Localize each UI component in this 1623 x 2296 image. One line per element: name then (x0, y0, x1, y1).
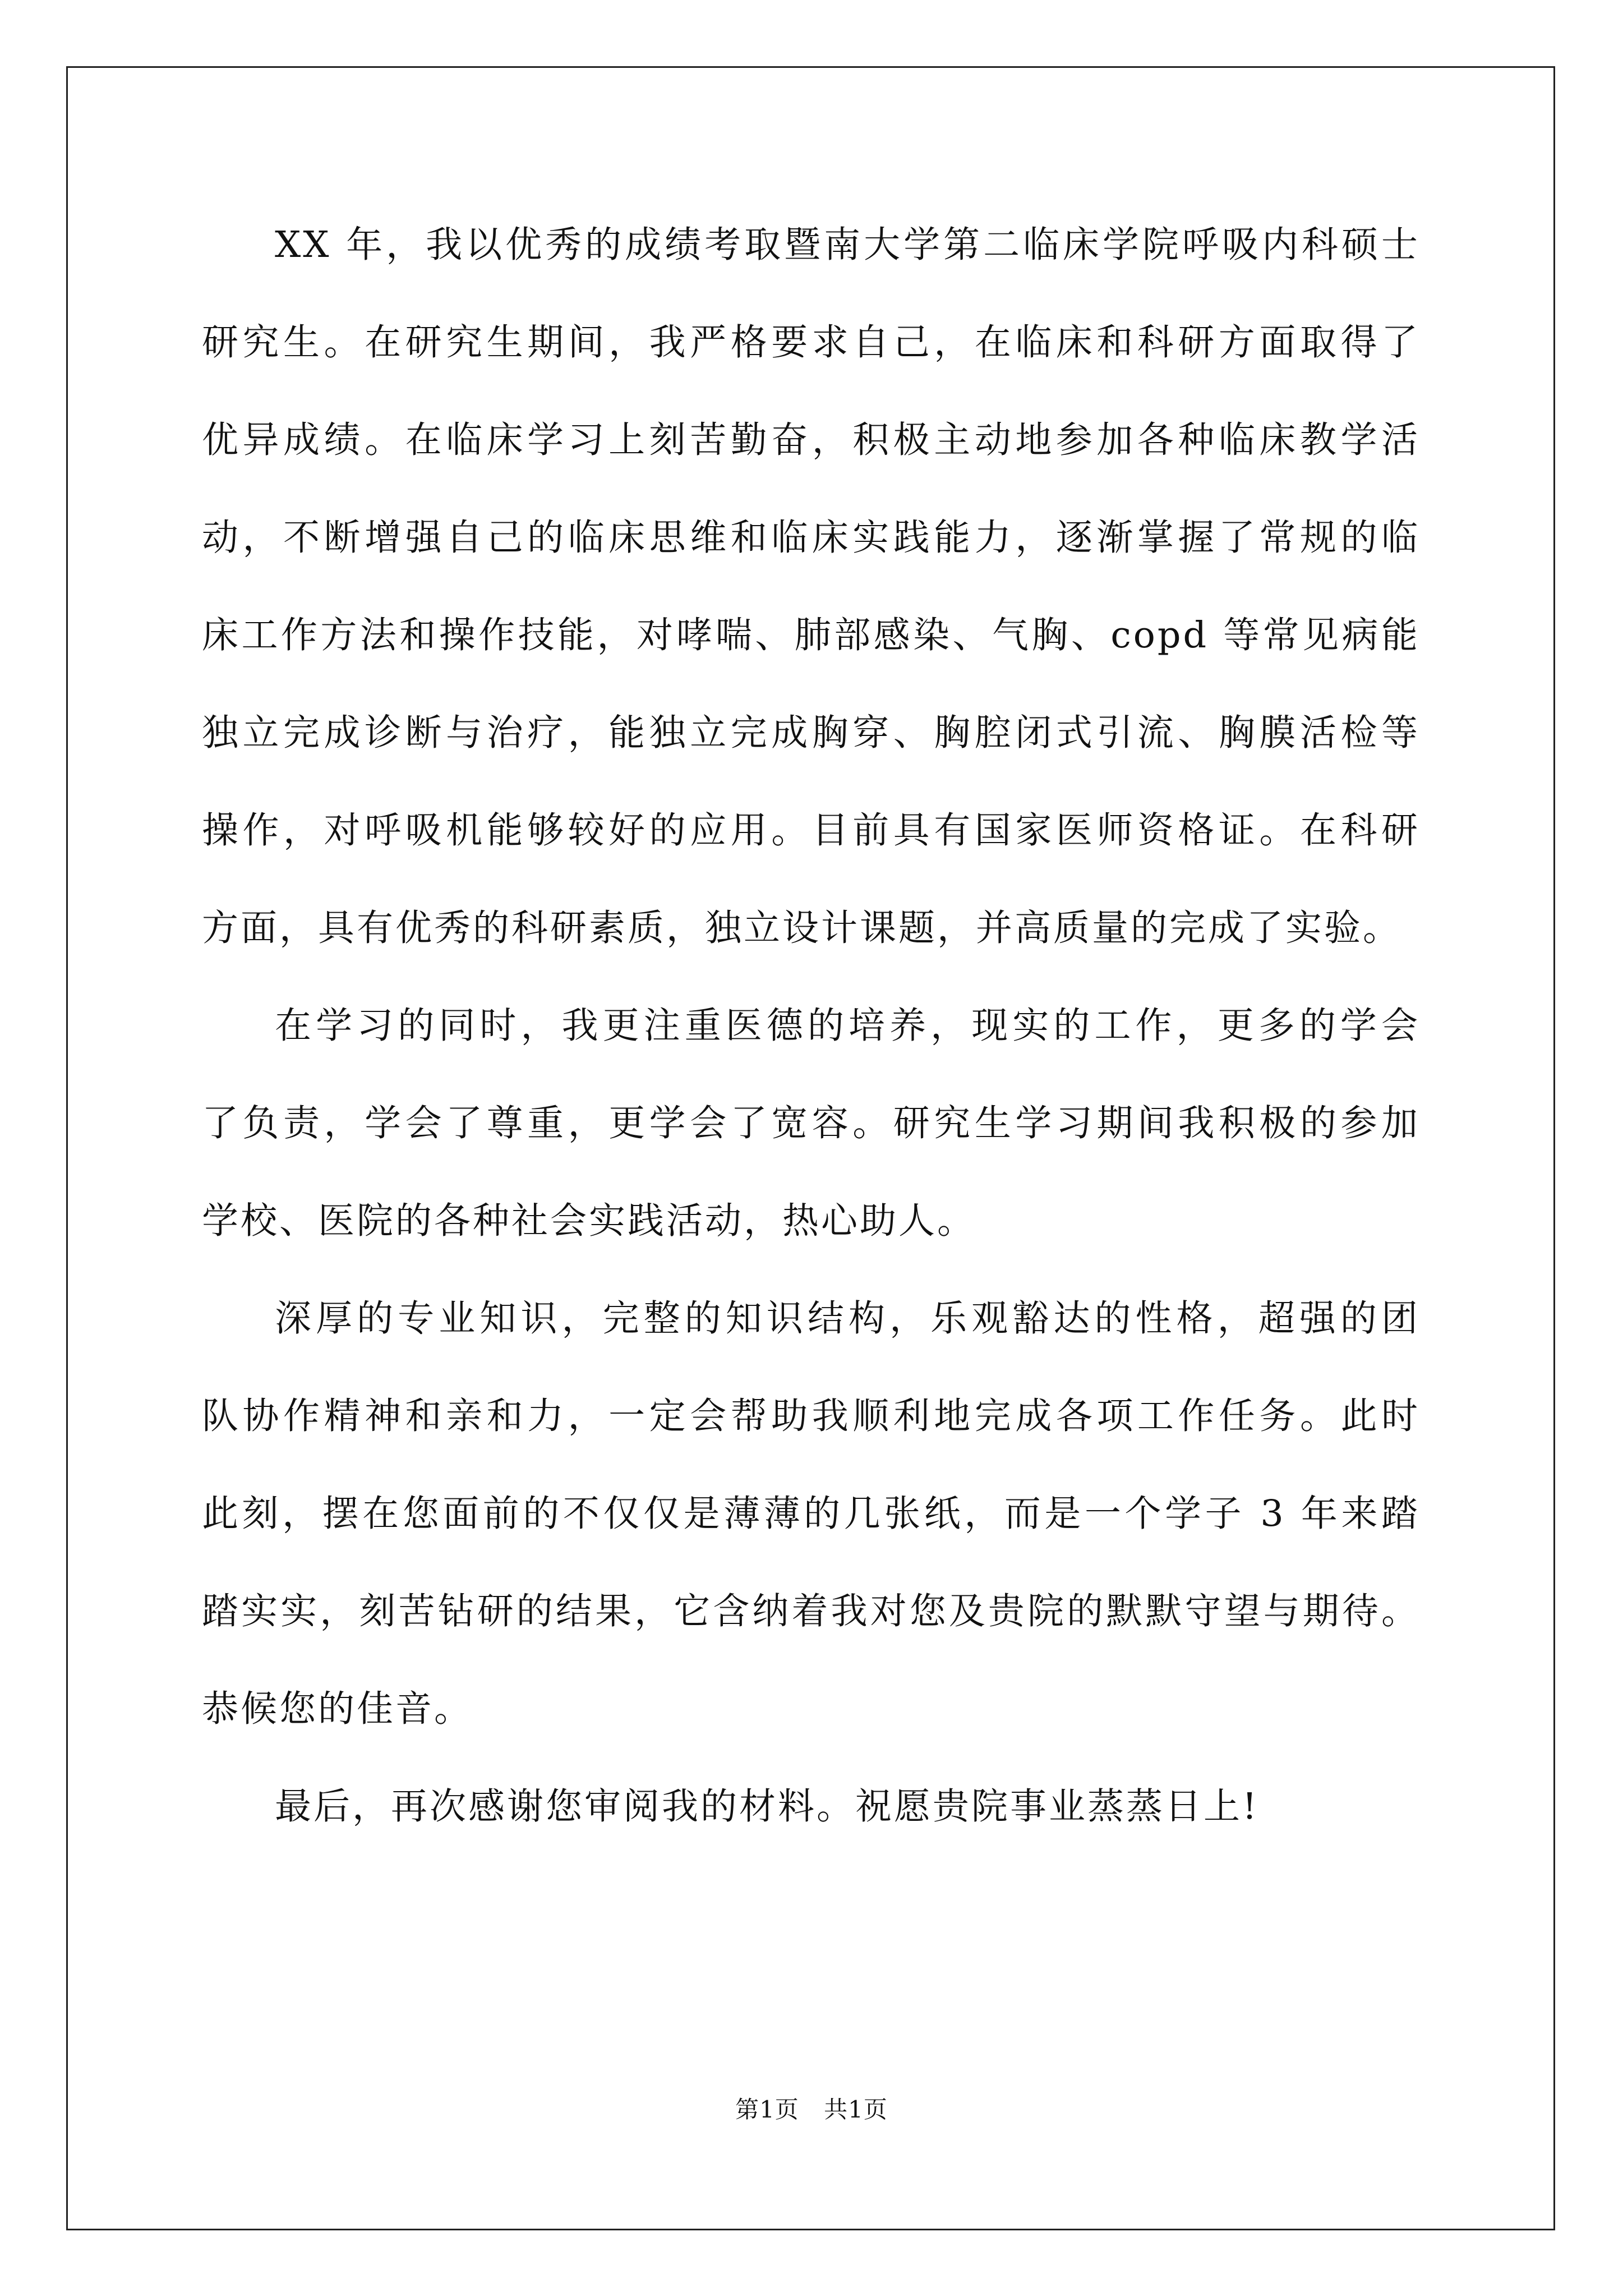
page-footer (0, 2091, 1623, 2125)
text-line: 优异成绩。在临床学习上刻苦勤奋，积极主动地参加各种临床教学活 (202, 419, 1420, 461)
text-line: 队协作精神和亲和力，一定会帮助我顺利地完成各项工作任务。此时 (202, 1395, 1420, 1437)
paragraph-1 (202, 196, 1420, 977)
paragraph-3 (202, 1270, 1420, 1758)
paragraph-4 (202, 1758, 1420, 1856)
text-line: 深厚的专业知识，完整的知识结构，乐观豁达的性格，超强的团 (275, 1297, 1420, 1340)
text-line: 操作，对呼吸机能够较好的应用。目前具有国家医师资格证。在科研 (202, 809, 1420, 852)
text-line: 学校、医院的各种社会实践活动，热心助人。 (202, 1200, 976, 1242)
text-line: XX 年，我以优秀的成绩考取暨南大学第二临床学院呼吸内科硕士 (275, 224, 1420, 266)
text-line: 最后，再次感谢您审阅我的材料。祝愿贵院事业蒸蒸日上! (275, 1786, 1260, 1828)
page-number-total: 共1页 (824, 2096, 888, 2123)
text-line: 方面，具有优秀的科研素质，独立设计课题，并高质量的完成了实验。 (202, 907, 1402, 949)
text-line: 恭候您的佳音。 (202, 1688, 473, 1730)
text-line: 独立完成诊断与治疗，能独立完成胸穿、胸腔闭式引流、胸膜活检等 (202, 712, 1420, 754)
text-line: 床工作方法和操作技能，对哮喘、肺部感染、气胸、copd 等常见病能 (202, 614, 1420, 656)
text-line: 研究生。在研究生期间，我严格要求自己，在临床和科研方面取得了 (202, 321, 1420, 364)
text-line: 此刻，摆在您面前的不仅仅是薄薄的几张纸，而是一个学子 3 年来踏 (202, 1493, 1420, 1535)
paragraph-2 (202, 977, 1420, 1270)
text-line: 动，不断增强自己的临床思维和临床实践能力，逐渐掌握了常规的临 (202, 517, 1420, 559)
text-line: 在学习的同时，我更注重医德的培养，现实的工作，更多的学会 (275, 1005, 1420, 1047)
page-number-current: 第1页 (735, 2096, 799, 2123)
text-line: 踏实实，刻苦钻研的结果，它含纳着我对您及贵院的默默守望与期待。 (202, 1590, 1420, 1632)
letter-body (202, 196, 1420, 1856)
text-line: 了负责，学会了尊重，更学会了宽容。研究生学习期间我积极的参加 (202, 1102, 1420, 1144)
